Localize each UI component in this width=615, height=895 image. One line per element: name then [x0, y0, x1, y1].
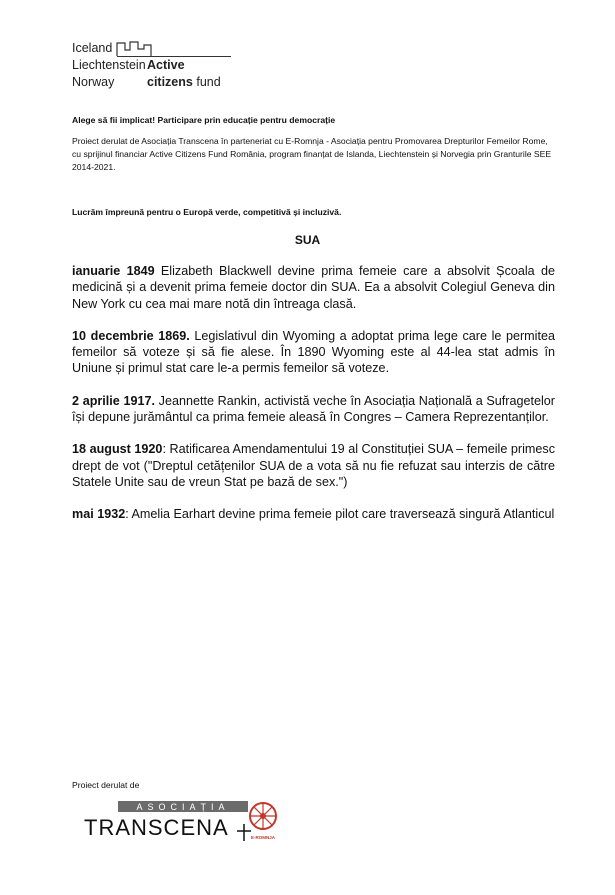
fund-line2-bold: citizens — [147, 75, 193, 89]
timeline-entry — [72, 328, 555, 377]
logo-main-text: TRANSCENA — [84, 815, 229, 840]
transcena-logo — [82, 795, 282, 845]
project-description: Proiect derulat de Asociația Transcena în parteneriat cu E-Romnja - Asociația pentru Promovarea Drepturilor Femeilor Rome, cu sprijinul financiar Active Citizens Fund România, program finanțat de Islanda, Liechtenstein și Norvegia prin Granturile SEE 2014-2021. — [72, 136, 552, 172]
fund-line2-rest: fund — [196, 75, 221, 89]
country-liechtenstein: Liechtenstein — [72, 58, 146, 72]
logo-divider — [117, 56, 231, 57]
entry-date: 10 decembrie 1869. — [72, 328, 190, 343]
timeline-entry — [72, 441, 555, 490]
timeline-entry — [72, 263, 555, 312]
entry-text: : Amelia Earhart devine prima femeie pilot care traversează singură Atlanticul — [125, 507, 555, 522]
project-title: Alege să fii implicat! Participare prin educație pentru democrație — [72, 115, 336, 125]
emblem-text: E-ROMNJA — [250, 835, 276, 840]
entry-date: 2 aprilie 1917. — [72, 393, 155, 408]
project-tagline: Lucrăm împreună pentru o Europă verde, competitivă și incluzivă. — [72, 207, 342, 217]
country-norway: Norway — [72, 75, 115, 89]
footer-label: Proiect derulat de — [72, 780, 140, 790]
timeline-entries — [72, 263, 555, 539]
logo-small-text: ASOCIAȚIA — [136, 802, 230, 812]
entry-date: 18 august 1920 — [72, 442, 163, 457]
entry-date: ianuarie 1849 — [72, 264, 155, 278]
fund-line1: Active — [147, 58, 185, 72]
entry-date: mai 1932 — [72, 507, 126, 522]
entry-text: Legislativul din Wyoming a adoptat prima lege care le permitea femeilor să voteze și să fie alese. În 1890 Wyoming este al 44-lea stat admis în Uniune și primul stat care le-a permis femeilor să voteze. — [72, 328, 555, 376]
page-heading: SUA — [294, 233, 321, 247]
entry-text: Jeannette Rankin, activistă veche în Asociația Națională a Sufragetelor își depune jurământul ca prima femeie aleasă în Congres – Camera Reprezentanților. — [72, 393, 556, 425]
timeline-entry — [72, 393, 555, 426]
eea-grants-icon — [116, 41, 152, 57]
partner-logo-active-citizens-fund — [72, 40, 252, 100]
timeline-entry — [72, 506, 555, 522]
entry-text: : Ratificarea Amendamentului 19 al Constituției SUA – femeile primesc drept de vot ("Dreptul cetățenilor SUA de a vota să nu fie refuzat sau interzis de către Statele Unite sau de vreun Stat pe bază de sex.") — [72, 442, 555, 489]
country-iceland: Iceland — [72, 41, 113, 55]
entry-text: Elizabeth Blackwell devine prima femeie care a absolvit Școala de medicină și a devenit prima femeie doctor din SUA. Ea a absolvit Colegiul Geneva din New York cu cea mai mare notă din întreaga clasă. — [72, 264, 555, 311]
fund-name — [147, 57, 221, 91]
